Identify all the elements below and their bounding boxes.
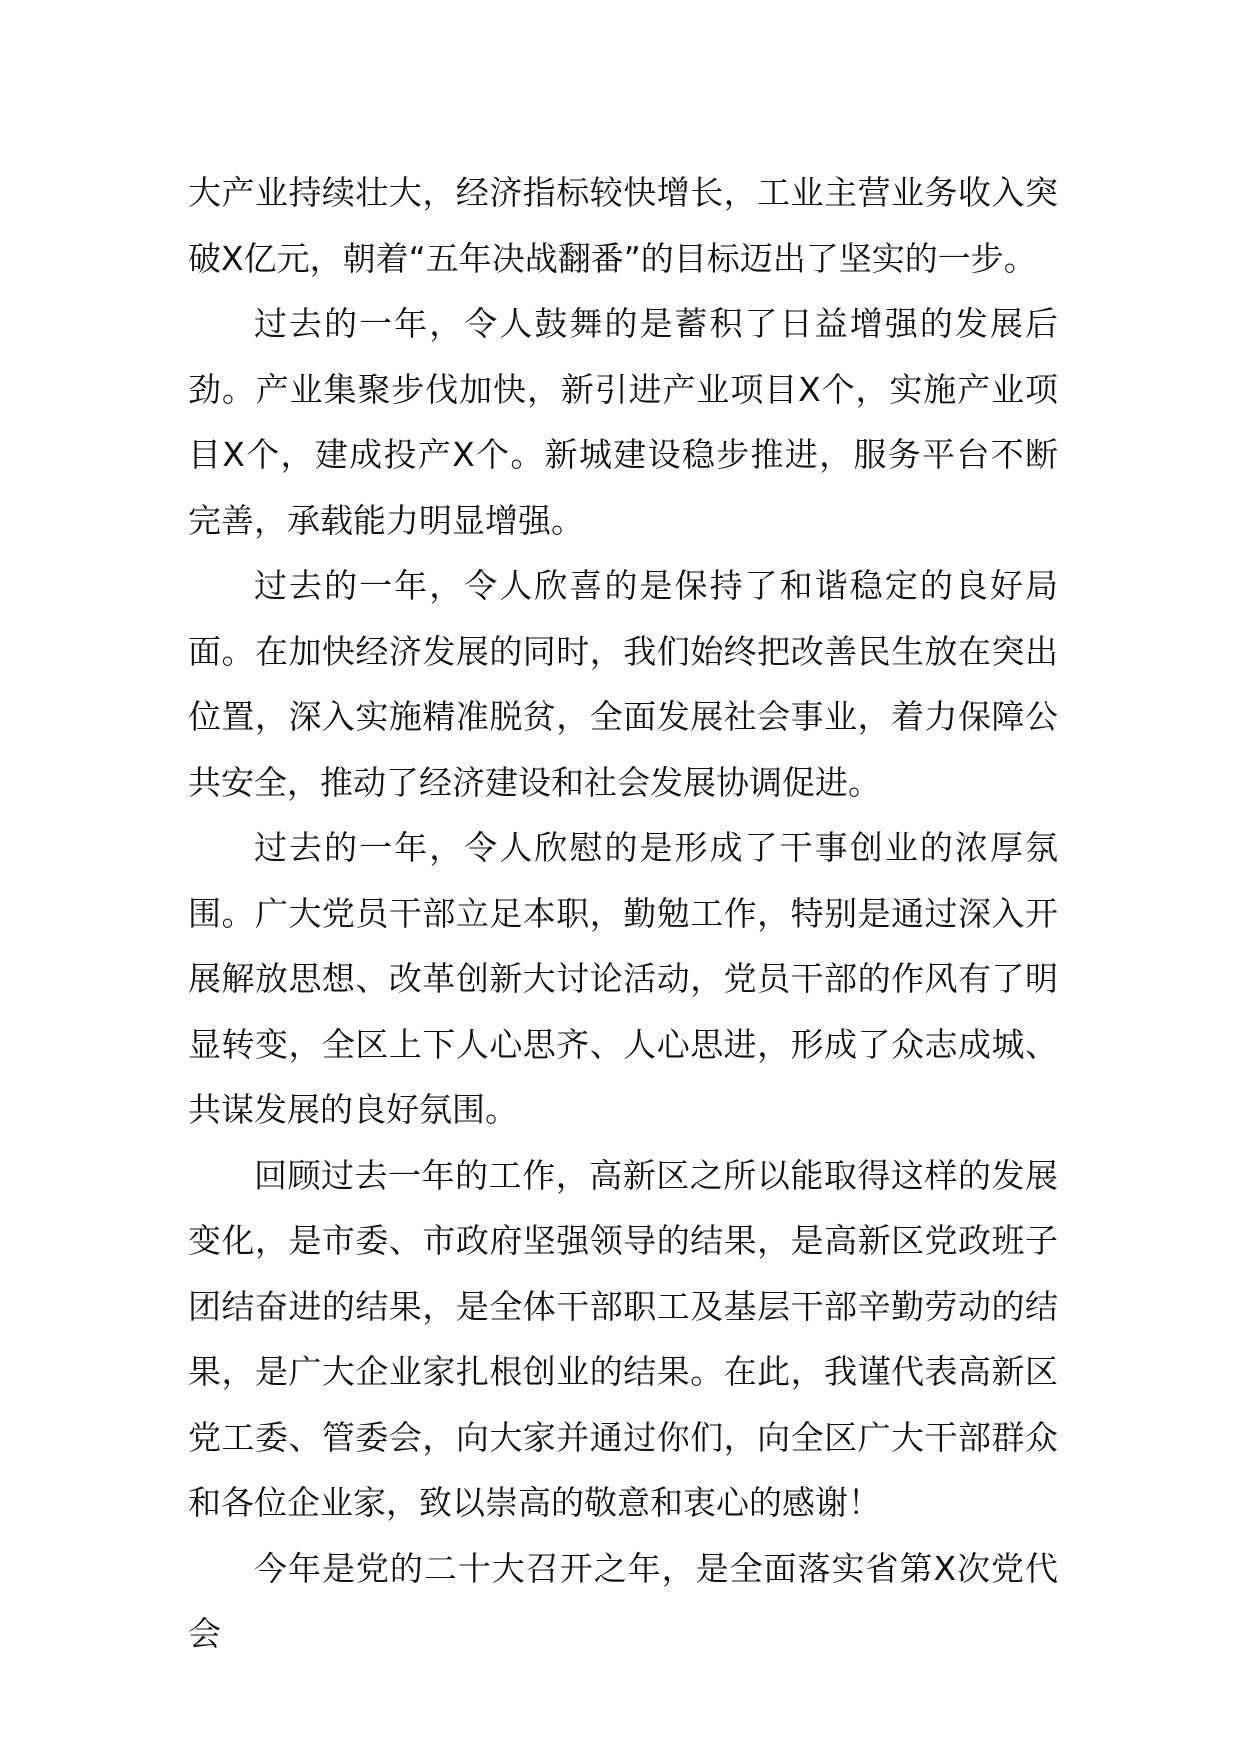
- paragraph: 今年是党的二十大召开之年，是全面落实省第X次党代会: [188, 1548, 1058, 1653]
- document-body: [188, 160, 1058, 1667]
- paragraph-continuation: 大产业持续壮大，经济指标较快增长，工业主营业务收入突破X亿元，朝着“五年决战翻番”的目标迈出了坚实的一步。: [188, 173, 1058, 278]
- paragraph: 过去的一年，令人欣慰的是形成了干事创业的浓厚氛围。广大党员干部立足本职，勤勉工作，特别是通过深入开展解放思想、改革创新大讨论活动，党员干部的作风有了明显转变，全区上下人心思齐、人心思进，形成了众志成城、共谋发展的良好氛围。: [188, 828, 1058, 1129]
- paragraph: 回顾过去一年的工作，高新区之所以能取得这样的发展变化，是市委、市政府坚强领导的结果，是高新区党政班子团结奋进的结果，是全体干部职工及基层干部辛勤劳动的结果，是广大企业家扎根创业的结果。在此，我谨代表高新区党工委、管委会，向大家并通过你们，向全区广大干部群众和各位企业家，致以崇高的敬意和衷心的感谢！: [188, 1155, 1058, 1522]
- paragraph: 过去的一年，令人鼓舞的是蓄积了日益增强的发展后劲。产业集聚步伐加快，新引进产业项目X个，实施产业项目X个，建成投产X个。新城建设稳步推进，服务平台不断完善，承载能力明显增强。: [188, 304, 1058, 540]
- paragraph: 过去的一年，令人欣喜的是保持了和谐稳定的良好局面。在加快经济发展的同时，我们始终把改善民生放在突出位置，深入实施精准脱贫，全面发展社会事业，着力保障公共安全，推动了经济建设和社会发展协调促进。: [188, 566, 1058, 802]
